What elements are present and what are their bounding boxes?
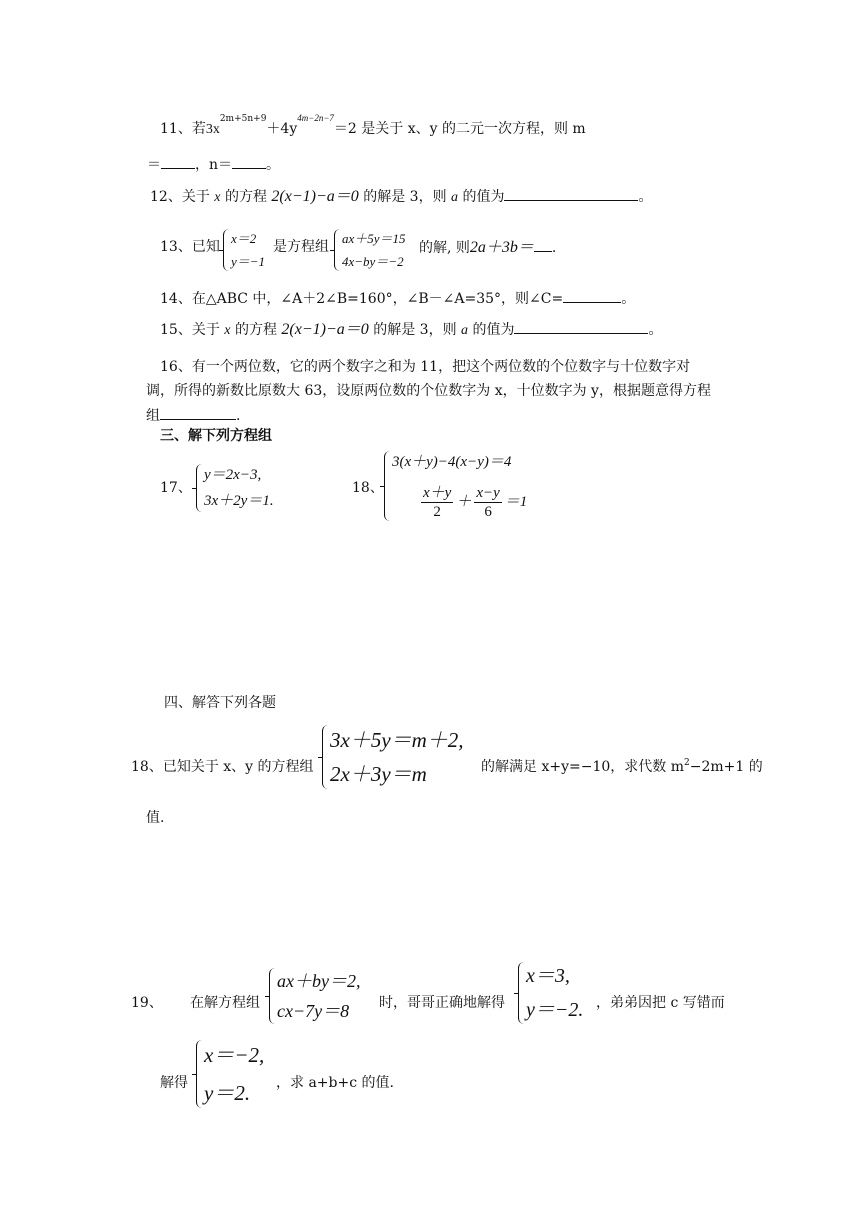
q18a-row1: 3(x＋y)−4(x−y)＝4 [392,454,512,470]
q12-text3: 的值为 [462,189,505,205]
q18a-fraction1 [421,484,453,521]
q18b-text: 18、已知关于 x、y 的方程组 [131,759,314,775]
q13-solution-system [223,229,265,271]
section-3-heading: 三、解下列方程组 [160,428,272,444]
q13-eq-row2: 4x−by＝−2 [342,254,404,269]
frac2-num: x−y [476,485,500,501]
q15-var-a: a [461,323,469,338]
q11-exponent1: 2m+5n+9 [219,114,267,124]
q13-text2: 的解, 则 [419,240,470,256]
q17-label: 17、 [160,480,192,496]
q16-line1: 16、有一个两位数，它的两个数字之和为 11，把这个两位数的个位数字与十位数字对 [160,359,691,375]
q19-text5: ，求 a+b+c 的值. [276,1075,394,1091]
q15-var-x: x [224,323,231,338]
q12-answer-blank[interactable] [504,186,638,201]
q16-text: 组 [146,408,160,424]
q19-text4: 解得 [160,1075,188,1091]
brace [196,464,202,512]
q15-answer-blank[interactable] [514,319,648,334]
q15-text1: 的方程 [234,322,277,338]
q18b-system [322,725,464,789]
q11-text: ＝2 是关于 x、y 的二元一次方程，则 m [333,121,586,137]
q19-wrong-solution [196,1040,264,1108]
q15-equation: 2(x−1)−a＝0 [281,321,369,338]
q19-wrong-row1: x＝−2, [204,1043,265,1067]
q12-label: 12、关于 [150,189,210,205]
q13-sol-row1: x＝2 [231,231,257,246]
q14-text: 14、在△ABC 中，∠A＋2∠B=160°，∠B－∠A=35°，则∠C= [160,291,564,307]
q14-stop: 。 [621,291,636,307]
q19-label: 19、 [131,995,163,1011]
q13-eq-row1: ax＋5y＝15 [342,231,406,246]
q12-var-a: a [451,190,459,205]
q12-equation: 2(x−1)−a＝0 [271,188,359,205]
q18b-row1: 3x＋5y＝m＋2, [330,728,464,752]
q11-n-blank[interactable] [232,154,266,169]
q11-stop: 。 [266,157,281,173]
q19-system [269,968,360,1024]
brace [196,1040,202,1108]
q18a-fraction2 [474,484,501,521]
brace [384,451,390,521]
q18a-eq: ＝1 [504,493,528,510]
q15-text2: 的解是 3，则 [373,322,457,338]
question-11 [160,113,586,141]
frac2-den: 6 [484,504,492,520]
q19-row1: ax＋by＝2, [277,971,361,991]
question-15 [160,319,662,341]
q12-text1: 的方程 [224,189,267,205]
q18a-plus: ＋ [456,493,472,510]
q19-sol-row2: y＝−2. [526,999,584,1021]
brace [269,968,275,1024]
q11-term1: 3x [205,122,220,137]
q19-sol-row1: x＝3, [526,965,570,987]
frac1-num: x＋y [423,485,452,501]
q19-text1: 在解方程组 [190,995,260,1011]
question-12 [150,186,652,208]
q13-expression: 2a＋3b＝ [469,239,534,256]
q14-answer-blank[interactable] [563,288,621,303]
q13-answer-blank[interactable] [534,237,552,252]
question-14 [160,288,635,309]
q13-text: 是方程组 [273,239,329,255]
q19-row2: cx−7y＝8 [277,1001,350,1021]
brace [518,962,524,1024]
section-4-heading: 四、解答下列各题 [164,695,276,711]
q17-row2: 3x＋2y＝1. [204,493,274,509]
q11-m-eq: ＝ [147,157,161,173]
q18b-text2: 的解满足 x+y=−10，求代数 m [481,759,684,775]
q12-var-x: x [214,190,221,205]
q16-answer-blank[interactable] [160,405,236,420]
q13-label: 13、已知 [160,239,220,255]
q18b-condition [481,757,763,779]
q11-n-eq: ，n＝ [195,157,233,173]
q15-stop: 。 [648,322,663,338]
q15-text3: 的值为 [472,322,515,338]
q16-line3 [146,405,240,426]
question-11-line2 [147,154,280,175]
q19-text2: 时，哥哥正确地解得 [379,995,505,1011]
q15-label: 15、关于 [160,322,220,338]
q18a-row2 [392,484,527,521]
q12-text2: 的解是 3，则 [363,189,447,205]
q12-stop: 。 [638,189,653,205]
q11-label: 11、若 [160,121,206,137]
brace [223,229,229,271]
q18b-text3: −2m+1 的 [689,759,763,775]
q18a-label: 18、 [352,480,384,496]
frac1-den: 2 [433,504,441,520]
q19-text3: ，弟弟因把 c 写错而 [596,995,725,1011]
q18b-row2: 2x＋3y＝m [330,762,427,786]
q16-stop: . [236,408,241,424]
q18b-square: 2 [684,758,690,768]
q16-line2: 调，所得的新数比原数大 63，设原两位数的个位数字为 x，十位数字为 y，根据题意得方程 [146,383,711,399]
q13-equation-system [334,229,406,271]
q19-correct-solution [518,962,583,1024]
q18a-system [384,451,527,521]
brace [334,229,340,271]
q11-term2: ＋4y [266,121,298,137]
q13-stop: . [551,240,557,256]
q13-ask [419,237,556,258]
q17-system [196,464,274,512]
q18b-line2: 值. [146,810,165,826]
q19-wrong-row2: y＝2. [204,1081,251,1105]
brace [322,725,328,789]
q11-exponent2: 4m−2n−7 [297,113,334,123]
q13-sol-row2: y＝−1 [231,254,266,269]
q17-row1: y＝2x−3, [204,467,262,483]
q11-m-blank[interactable] [161,154,195,169]
